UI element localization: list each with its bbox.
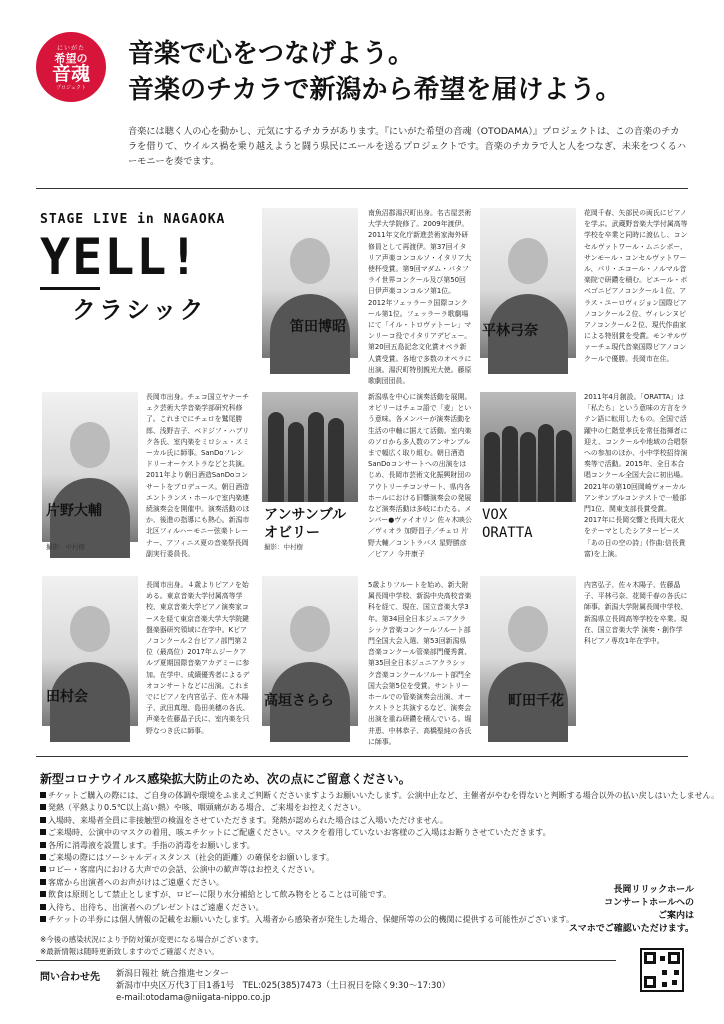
photo-credit-katano: 撮影：中村樹 <box>46 543 85 551</box>
notice-item-text: 各所に消毒液を設置します。手指の消毒をお願いします。 <box>48 840 255 850</box>
notice-item-text: ご来場の際にはソーシャルディスタンス（社会的距離）の確保をお願いします。 <box>48 853 335 863</box>
performer-name-takagaki: 高垣さらら <box>264 693 334 709</box>
notice-item <box>40 852 680 864</box>
photo-credit-obiry: 撮影：中村樹 <box>264 543 303 551</box>
logo-line4: プロジェクト <box>56 85 86 91</box>
logo-line3: 音魂 <box>51 63 90 85</box>
performer-name-katano: 片野大輔 <box>46 503 102 519</box>
qr-code-icon[interactable] <box>640 948 684 992</box>
notice-item-text: チケットご購入の際には、ご自身の体調や環境をふまえご判断くださいますようお願いいたします。公演中止など、主催者がやむを得ないと判断する場合以外の払い戻しはいたしません。 <box>48 791 720 800</box>
performer-name-tamura: 田村会 <box>46 689 88 705</box>
performer-bio-takagaki: 5歳よりフルートを始め、新大附属長岡中学校、新潟中央高校音楽科を経て、現在、国立音楽大学3年。第34回全日本ジュニアクラシック音楽コンクールフルート部門全国大会入選、第53回新潟県音楽コンクール管楽部門優秀賞、第35回全日本ジュニアクラシック音楽コンクールフルート部門全国大会第5位を受賞。サントリーホールでの管楽演奏会出演、オーケストラと共演するなど、演奏会出演を重ね研鑽を積んでいる。堀井恵、中林恭子、高橋聖純の各氏に師事。 <box>368 581 472 746</box>
logo-line2: 希望の <box>54 52 88 65</box>
notice-title: 新型コロナウイルス感染拡大防止のため、次の点にご留意ください。 <box>40 772 411 786</box>
event-title: YELL! <box>40 228 201 286</box>
notice-item-text: ロビー・客席内における大声での会話、公演中の歓声等はお控えください。 <box>48 865 320 875</box>
performer-name-machida: 町田千花 <box>508 693 564 709</box>
performer-bio-hirabayashi: 花岡千春、矢部民の両氏にピアノを学ぶ。武蔵野音楽大学付属高等学校を卒業と同時に渡仏し、コンセルヴァトワール・ムニシポー、サンモール・コンセルヴァトワール、パリ・エコール・ノルマル音楽院で研鑽を積む。ビエール・ボベゴニピアノコンクール１位、アラス・ユーロヴィジョン国際ピアノコンクール２位、ヴィレンヌピアノコンクール２位、現代作曲家による特別賞を受賞。モンサルヴァーチェ現代音楽国際ピアノコンクールで優勝。長岡市在住。 <box>584 209 688 363</box>
notice-item-text: 飲食は原則として禁止としますが、ロビーに限り水分補給として飲み物をとることは可能です。 <box>48 890 392 900</box>
notice-item <box>40 790 720 802</box>
performer-bio-obiry: 新潟県を中心に演奏活動を展開。オビリーはチェコ語で「麦」という意味。各メンバーが演奏活動を生活の中軸に据えて活動。室内楽のソロから多人数のアンサンブルまで幅広く取り組む。朝日酒造SanDoコンサートへの出演をはじめ、長岡市芸術文化振興財団のアウトリーチコンサート、県内各ホールにおける旧響演奏会の発展など演奏活動は多岐にわたる。メンバー●ヴァイオリン 佐々木映公／ヴィオラ 加野昌子／チェロ 片野大輔／コントラバス 星野勝彦／ピアノ 今井康子 <box>368 393 472 558</box>
performer-bio-vox-oratta: 2011年4月創設。「ORATTA」は「私たち」という意味の方言をラテン語に転用したもの。全国で活躍中の仁階堂孝氏を常任指揮者に迎え、コンクールや地域の合唱祭への参加のほか、小中学校招待演奏等で活動。2015年、全日本合唱コンクール全国大会に初出場。2021年の第10回岡崎ヴォーカルアンサンブルコンテストで一般部門1位、関東支部長賞受賞。2017年に長岡交響と長岡大花火をテーマとしたシアターピース「あの日の空の詩」(作曲:信長貴富)を上演。 <box>584 393 688 558</box>
notice-item <box>40 840 680 852</box>
photo-vox-oratta <box>480 392 576 502</box>
event-subtitle: クラシック <box>72 296 207 324</box>
contact-email: e-mail:otodama@niigata-nippo.co.jp <box>116 993 271 1003</box>
headline-line2: 音楽のチカラで新潟から希望を届けよう。 <box>128 75 622 105</box>
performer-name-vox-oratta: VOX ORATTA <box>482 507 533 541</box>
performer-bio-machida: 内宮弘子、佐々木陽子、佐藤晶子、平林弓奈、花岡千春の各氏に師事。新潟大学附属長岡中学校、新潟県立長岡高等学校を卒業。現在、国立音楽大学 演奏・創作学科ピアノ専攻1年在学中。 <box>584 581 688 646</box>
divider-notice <box>36 756 688 757</box>
divider-top <box>36 188 688 189</box>
notice-item <box>40 802 680 814</box>
notice-item-text: 客席から出演者へのお声がけはご遠慮ください。 <box>48 877 224 887</box>
divider-contact <box>36 960 616 961</box>
notice-item-text: ご来場時、公演中のマスクの着用、咳エチケットにご配慮ください。マスクを着用していないお客様のご入場はお断りさせていただきます。 <box>48 828 551 838</box>
notice-item <box>40 815 680 827</box>
logo-line1: にいがた <box>56 45 85 52</box>
photo-obiry <box>262 392 358 502</box>
notice-item-text: 発熱（平熱より0.5℃以上高い熱）や咳、咽頭痛がある場合、ご来場をお控えください。 <box>48 803 366 813</box>
contact-label: 問い合わせ先 <box>40 972 100 983</box>
notice-item-text: 入場時、来場者全員に非接触型の検温をさせていただきます。発熱が認められた場合はご入場いただけません。 <box>48 815 448 825</box>
contact-info <box>116 968 450 1004</box>
performer-name-hirabayashi: 平林弓奈 <box>482 323 538 339</box>
performer-name-fueda: 笛田博昭 <box>290 319 346 335</box>
notice-item-text: 入待ち、出待ち、出演者へのプレゼントはご遠慮ください。 <box>48 902 264 912</box>
notice-note2: ※最新情報は随時更新致しますのでご確認ください。 <box>40 947 219 956</box>
headline <box>128 36 621 108</box>
venue-line3: ご案内は <box>657 911 694 921</box>
stage-label: STAGE LIVE in NAGAOKA <box>40 212 226 227</box>
contact-line2: 新潟市中央区万代3丁目1番1号 TEL:025(385)7473（土日祝日を除く9:30～17:30） <box>116 981 451 991</box>
performer-bio-fueda: 南魚沼郡湯沢町出身。名古屋芸術大学大学院修了。2009年渡伊。2011年文化庁新進芸術家海外研修員として再渡伊。第37回イタリア声楽コンコルソ・イタリア大使杯受賞。第9回マダム・バタフライ世界コンクール及び第50回日伊声楽コンコルソ第1位。2012年フェッラーラ国際コンクール第1位。フェッラーラ歌劇場にて「イル・トロヴァトーレ」マンリーコ役でイタリアデビュー。第20回五島記念文化賞オペラ新人賞受賞。各地で多数のオペラに出演。湯沢町特別親光大使。藤原歌劇団団員。 <box>368 209 472 386</box>
notice-item <box>40 864 680 876</box>
headline-line1: 音楽で心をつなげよう。 <box>128 39 415 69</box>
intro-text: 音楽には聴く人の心を動かし、元気にするチカラがあります。『にいがた希望の音魂（OTODAMA）』プロジェクトは、この音楽のチカラを借りて、ウイルス禍を乗り越えようと闘う県民にエールを送るプロジェクトです。音楽のチカラで人と人をつなぎ、未来をつくるハーモニーを奏でます。 <box>128 126 687 167</box>
performer-bio-katano: 長岡市出身。チェコ国立ヤナーチェク芸術大学音楽学部研究科修了。これまでにチェロを鷲尾勝郎、浅野吉子、ベドジフ・ハブリク各氏、室内楽をミロシュ・スミーカル氏に師事。SanDoフレンドリーオーケストラなどと共演。2011年より朝日酒造SanDoコンサートをプロデュース。朝日酒造エントランス・ホールで室内楽連続演奏会を開催中。演奏活動のほか、後進の指導にも熱心。新潟市北区フィルハーモニー弦楽トレーナー、アフィニス夏の音楽祭長岡副実行委員長。 <box>146 393 250 558</box>
venue-info <box>554 884 694 936</box>
notice-item-text: チケットの半券には個人情報の記載をお願いいたします。入場者から感染者が発生した場合、保健所等の公的機関に提供する可能性がございます。 <box>48 915 574 925</box>
performer-name-obiry: アンサンブル オビリー <box>264 507 347 541</box>
notice-item <box>40 827 680 839</box>
venue-line2: コンサートホールへの <box>604 898 694 908</box>
venue-line4: スマホでご確認いただけます。 <box>568 924 694 934</box>
venue-line1: 長岡リリックホール <box>613 885 694 895</box>
notice-note1: ※今後の感染状況により予防対策が変更になる場合がございます。 <box>40 935 264 944</box>
notice-notes <box>40 934 263 958</box>
contact-line1: 新潟日報社 統合推進センター <box>116 969 229 979</box>
performer-bio-tamura: 長岡市出身。４歳よりピアノを始める。東京音楽大学付属高等学校、東京音楽大学ピアノ演奏家コースを経て東京音楽大学大学院鍵盤楽器研究領域に在学中。Kピアノコンクール２台ピアノ部門第２位（最高位）2017年ムジークアルプ夏期国際音楽アカデミーに参加。在学中、成績優秀者によるデオコンサートなどに出演。これまでにピアノを内宮弘子、佐々木陽子、武田真理、島田美穂の各氏、声楽を佐藤晶子氏に、室内楽を只野なつき氏に師事。 <box>146 581 250 735</box>
otodama-logo <box>36 32 106 102</box>
